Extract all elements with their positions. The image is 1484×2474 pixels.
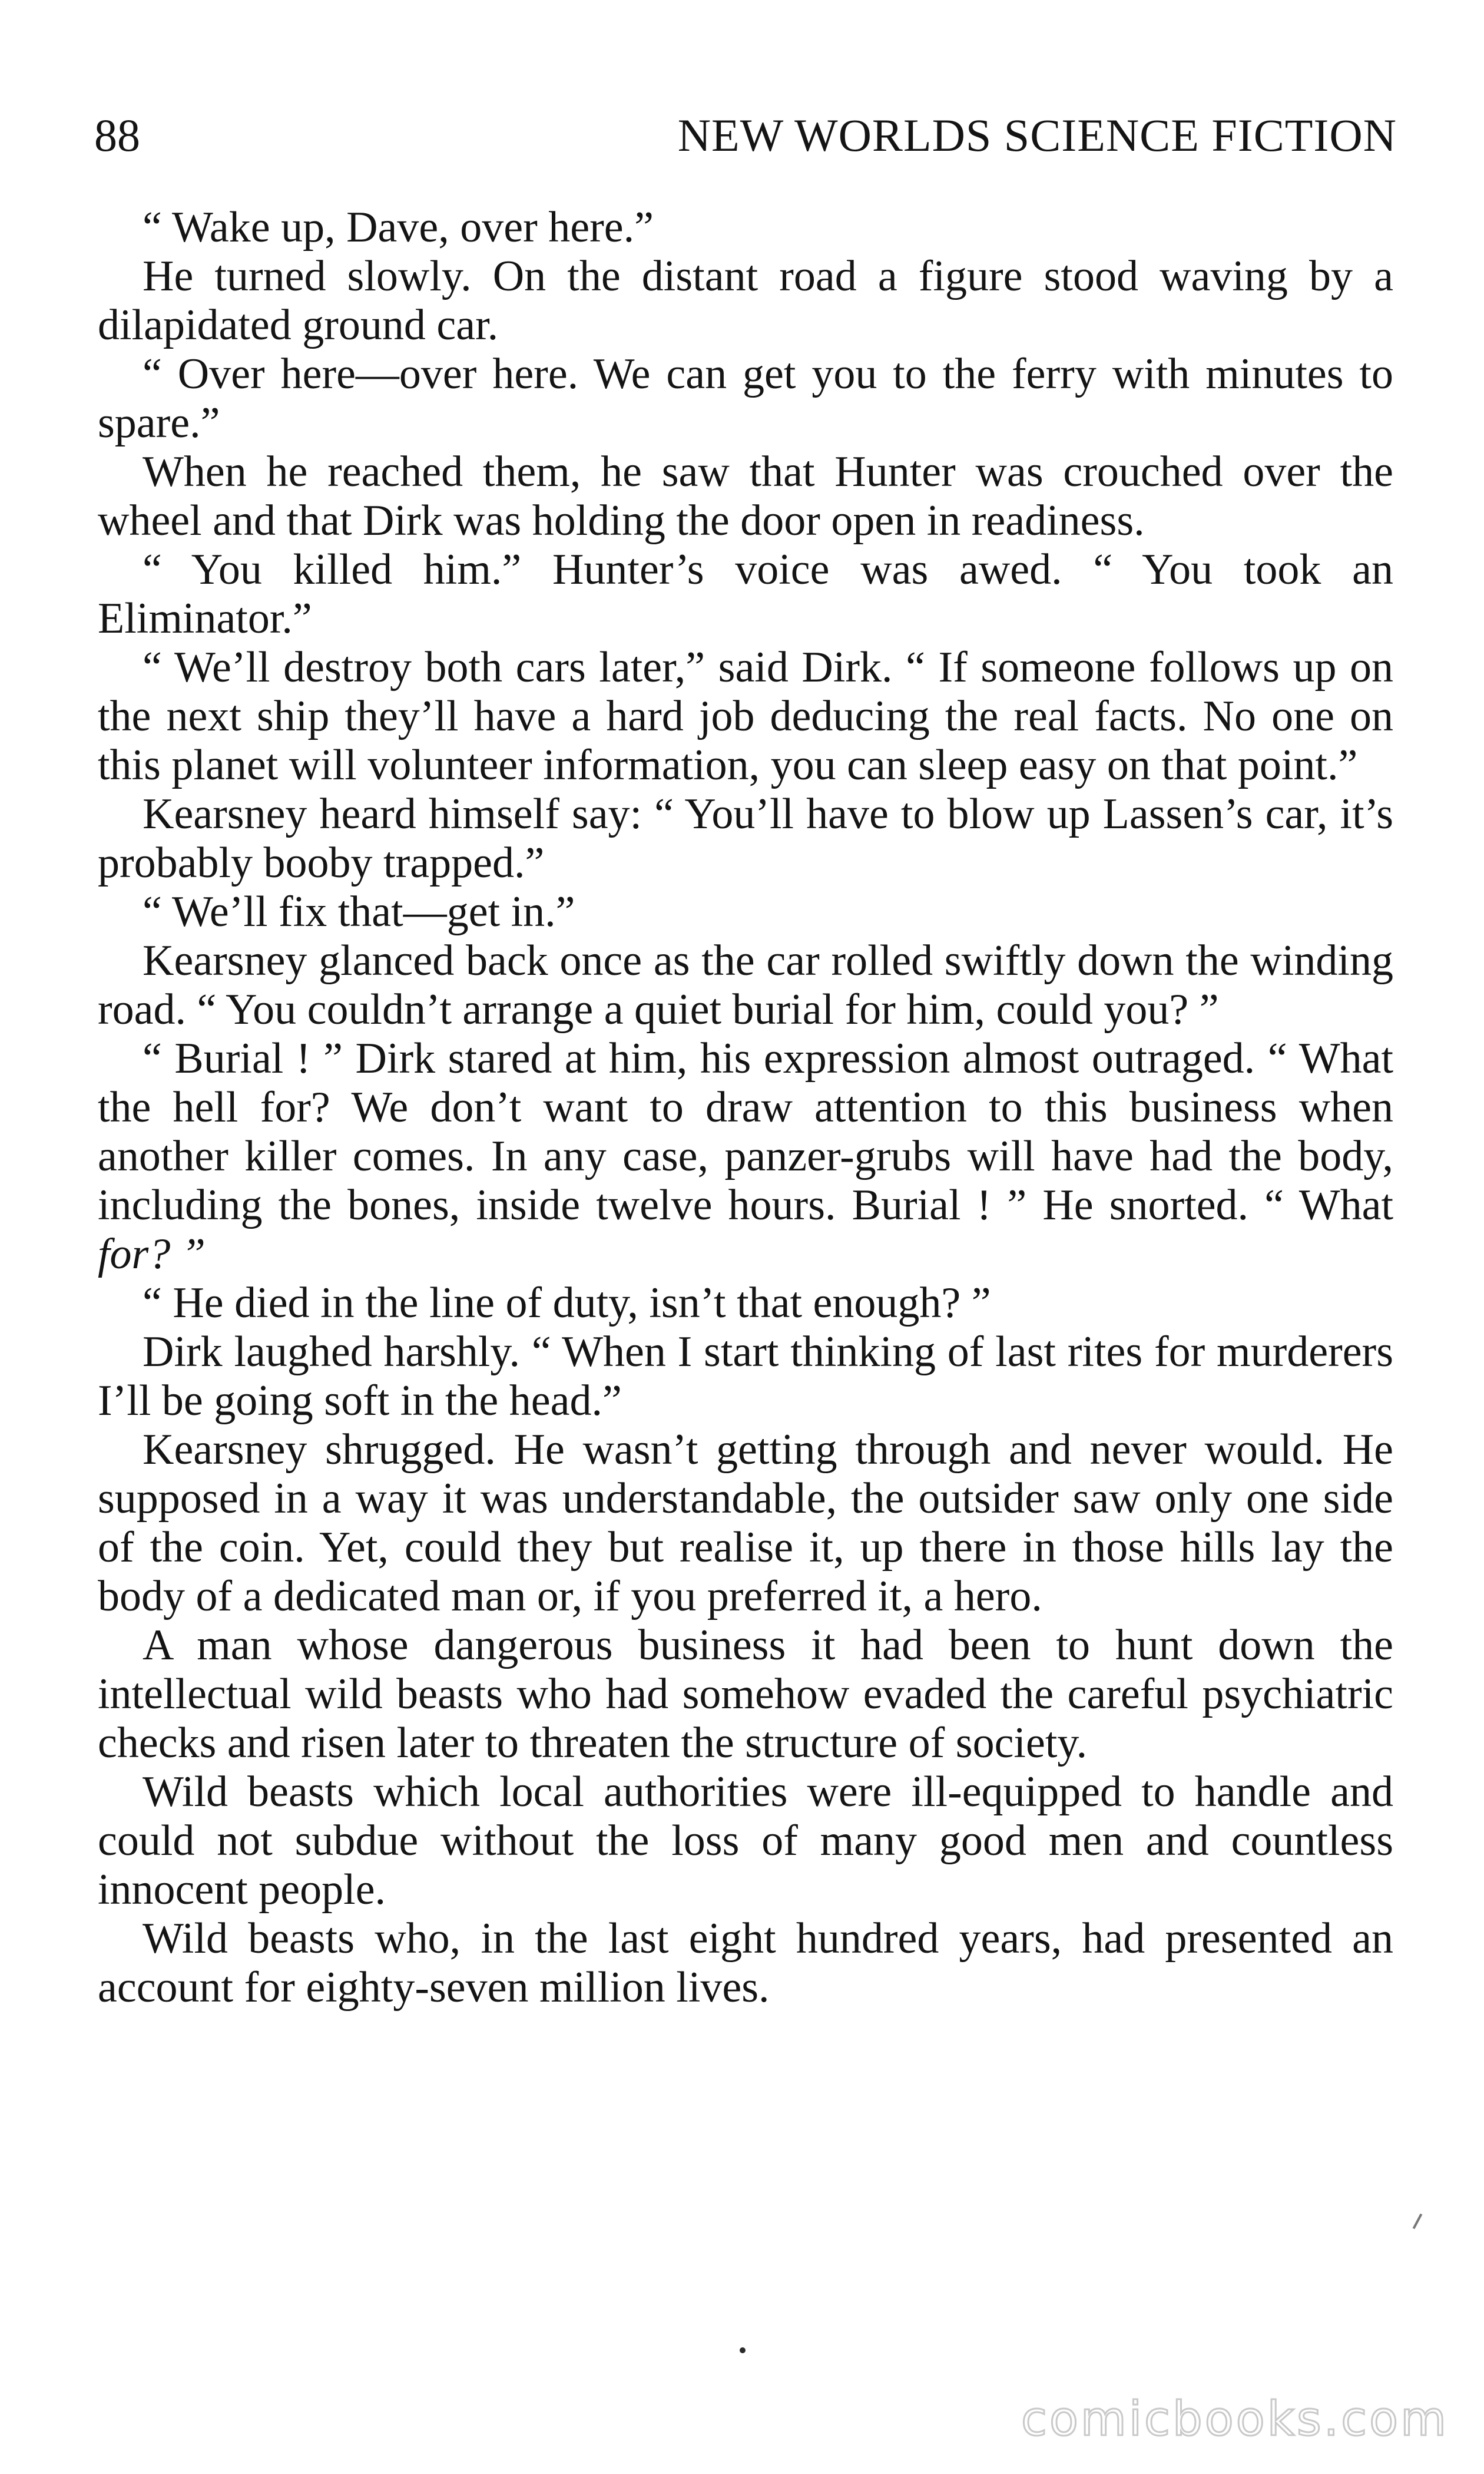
- footer-dot: [740, 2347, 746, 2353]
- page-header: [94, 106, 1397, 165]
- page-number: 88: [94, 110, 140, 161]
- watermark: comicbooks.com: [1021, 2392, 1449, 2446]
- paragraph: Wild beasts who, in the last eight hundred years, had presented an account for eighty-seven million lives.: [98, 1914, 1393, 2012]
- body-text: [98, 203, 1393, 2012]
- margin-mark: [1413, 2214, 1423, 2230]
- emphasis-text: for? ”: [98, 1230, 206, 1278]
- paragraph: A man whose dangerous business it had been to hunt down the intellectual wild beasts who had somehow evaded the careful psychiatric checks and risen later to threaten the structure of society.: [98, 1621, 1393, 1767]
- paragraph: “ Over here—over here. We can get you to the ferry with minutes to spare.”: [98, 350, 1393, 447]
- paragraph: When he reached them, he saw that Hunter was crouched over the wheel and that Dirk was holding the door open in readiness.: [98, 448, 1393, 545]
- paragraph: “ We’ll fix that—get in.”: [143, 888, 575, 936]
- paragraph: He turned slowly. On the distant road a figure stood waving by a dilapidated ground car.: [98, 252, 1393, 349]
- paragraph: Kearsney heard himself say: “ You’ll have to blow up Lassen’s car, it’s probably booby trapped.”: [98, 790, 1393, 887]
- paragraph: “ He died in the line of duty, isn’t that enough? ”: [143, 1279, 991, 1327]
- paragraph-text: “ Burial ! ” Dirk stared at him, his expression almost outraged. “ What the hell for? We don’t want to draw attention to this business when another killer comes. In any case, panzer-grubs will have had the body, including the bones, inside twelve hours. Burial ! ” He snorted. “ What: [98, 1034, 1393, 1229]
- paragraph: Kearsney glanced back once as the car rolled swiftly down the winding road. “ You couldn’t arrange a quiet burial for him, could you? ”: [98, 937, 1393, 1034]
- paragraph: “ You killed him.” Hunter’s voice was awed. “ You took an Eliminator.”: [98, 545, 1393, 643]
- paragraph: Dirk laughed harshly. “ When I start thinking of last rites for murderers I’ll be going soft in the head.”: [98, 1328, 1393, 1425]
- paragraph: Wild beasts which local authorities were ill-equipped to handle and could not subdue without the loss of many good men and countless innocent people.: [98, 1768, 1393, 1914]
- paragraph: [98, 1034, 1393, 1279]
- paragraph: “ We’ll destroy both cars later,” said Dirk. “ If someone follows up on the next ship they’ll have a hard job deducing the real facts. No one on this planet will volunteer information, you can sleep easy on that point.”: [98, 643, 1393, 789]
- paragraph: Kearsney shrugged. He wasn’t getting through and never would. He supposed in a way it was understandable, the outsider saw only one side of the coin. Yet, could they but realise it, up there in those hills lay the body of a dedicated man or, if you preferred it, a hero.: [98, 1425, 1393, 1620]
- running-head: NEW WORLDS SCIENCE FICTION: [677, 110, 1397, 161]
- paragraph: “ Wake up, Dave, over here.”: [143, 203, 654, 252]
